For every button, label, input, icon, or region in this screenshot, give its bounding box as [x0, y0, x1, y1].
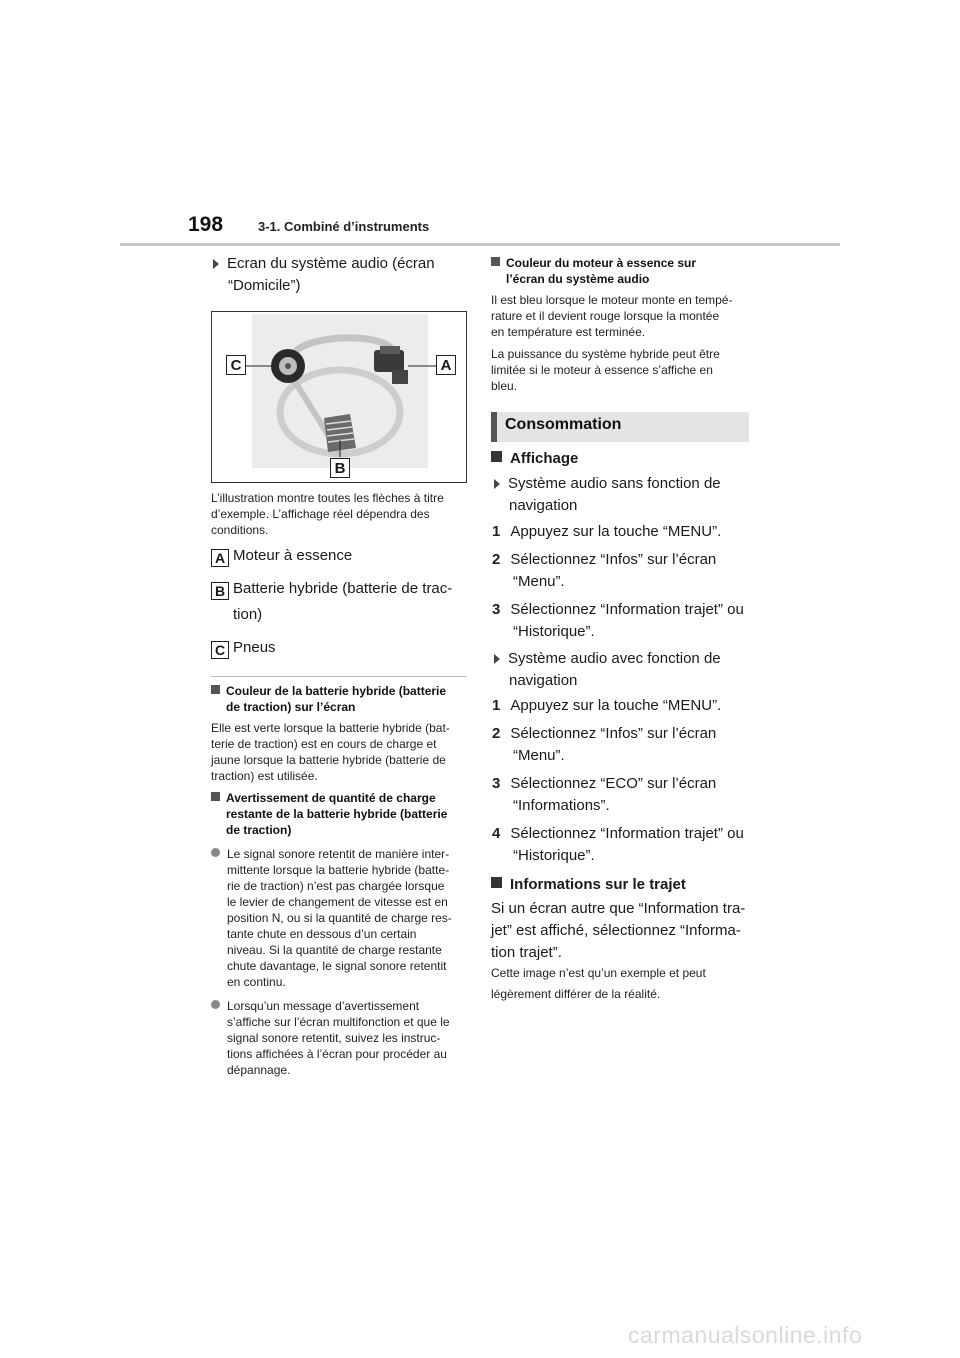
trip-info-body: Si un écran autre que “Information tra- jet” est affiché, sélectionnez “Informa- tion trajet”.: [491, 900, 746, 961]
affichage-heading: Affichage: [491, 448, 761, 470]
circle-bullet-icon: [211, 848, 220, 857]
legend-item-c: C Pneus: [211, 637, 471, 659]
legend-item-b: B Batterie hybride (batterie de trac- tion): [211, 578, 471, 626]
arrow-icon: [213, 259, 219, 269]
with-nav-heading: Système audio avec fonction de navigation: [494, 648, 764, 692]
square-bullet-icon: [491, 877, 502, 888]
page-number: 198: [188, 213, 224, 236]
image-note: Cette image n’est qu’un exemple et peut légèrement différer de la réalité.: [491, 966, 706, 1001]
section-heading-consommation: Consommation: [491, 412, 749, 442]
hybrid-system-figure: [211, 311, 467, 483]
square-bullet-icon: [491, 257, 500, 266]
callout-c: C: [226, 355, 246, 375]
charge-warning-note: Avertissement de quantité de charge restante de la batterie hybride (batterie de traction) Le signal sonore retentit de manière inter- mittente lorsque la batterie hybride (batte- rie de traction) n’est pas chargée lorsque le levier de changement de vitesse est en position N, ou si la quantité de charge res- tante chute en dessous d’un certain niveau. Si la quantité de charge restante chute davantage, le signal sonore retentit en continu. Lorsqu’un message d’avertissement s’affiche sur l’écran multifonction et que le signal sonore retentit, suivez les instruc- tions affichées à l’écran pour procéder au dépannage.: [211, 790, 471, 1078]
section-divider: [211, 676, 467, 677]
figure-caption: L’illustration montre toutes les flèches à titre d’exemple. L’affichage réel dépendra des conditions.: [211, 491, 444, 537]
arrow-icon: [494, 479, 500, 489]
battery-color-note: Couleur de la batterie hybride (batterie de traction) sur l’écran Elle est verte lorsque la batterie hybride (bat- terie de traction) est en cours de charge et jaune lorsque la batterie hybride (batterie de traction) est utilisée.: [211, 684, 450, 783]
engine-color-note: Couleur du moteur à essence sur l’écran du système audio Il est bleu lorsque le moteur monte en tempé- rature et il devient rouge lorsque la montée en température est terminée. La puissance du système hybride peut être limitée si le moteur à essence s’affiche en bleu.: [491, 256, 733, 393]
header-rule: [120, 243, 840, 246]
steps-without-nav: 1 Appuyez sur la touche “MENU”. 2 Sélectionnez “Infos” sur l’écran “Menu”. 3 Sélectionnez “Information trajet” ou “Historique”.: [492, 523, 744, 640]
section-title: 3-1. Combiné d’instruments: [258, 219, 430, 234]
no-nav-heading: Système audio sans fonction de navigation: [494, 473, 764, 517]
legend-item-a: A Moteur à essence: [211, 545, 471, 567]
watermark: carmanualsonline.info: [628, 1322, 863, 1348]
legend: [211, 545, 471, 659]
square-bullet-icon: [211, 685, 220, 694]
trip-info-heading: Informations sur le trajet: [491, 874, 761, 896]
screen-item: Ecran du système audio (écran “Domicile”): [213, 253, 473, 297]
arrow-icon: [494, 654, 500, 664]
square-bullet-icon: [491, 451, 502, 462]
steps-with-nav: 1 Appuyez sur la touche “MENU”. 2 Sélectionnez “Infos” sur l’écran “Menu”. 3 Sélectionnez “ECO” sur l’écran “Informations”. 4 Sélectionnez “Information trajet” ou “Historique”.: [492, 697, 744, 864]
callout-a: A: [436, 355, 456, 375]
circle-bullet-icon: [211, 1000, 220, 1009]
callout-b: B: [330, 458, 350, 478]
square-bullet-icon: [211, 792, 220, 801]
